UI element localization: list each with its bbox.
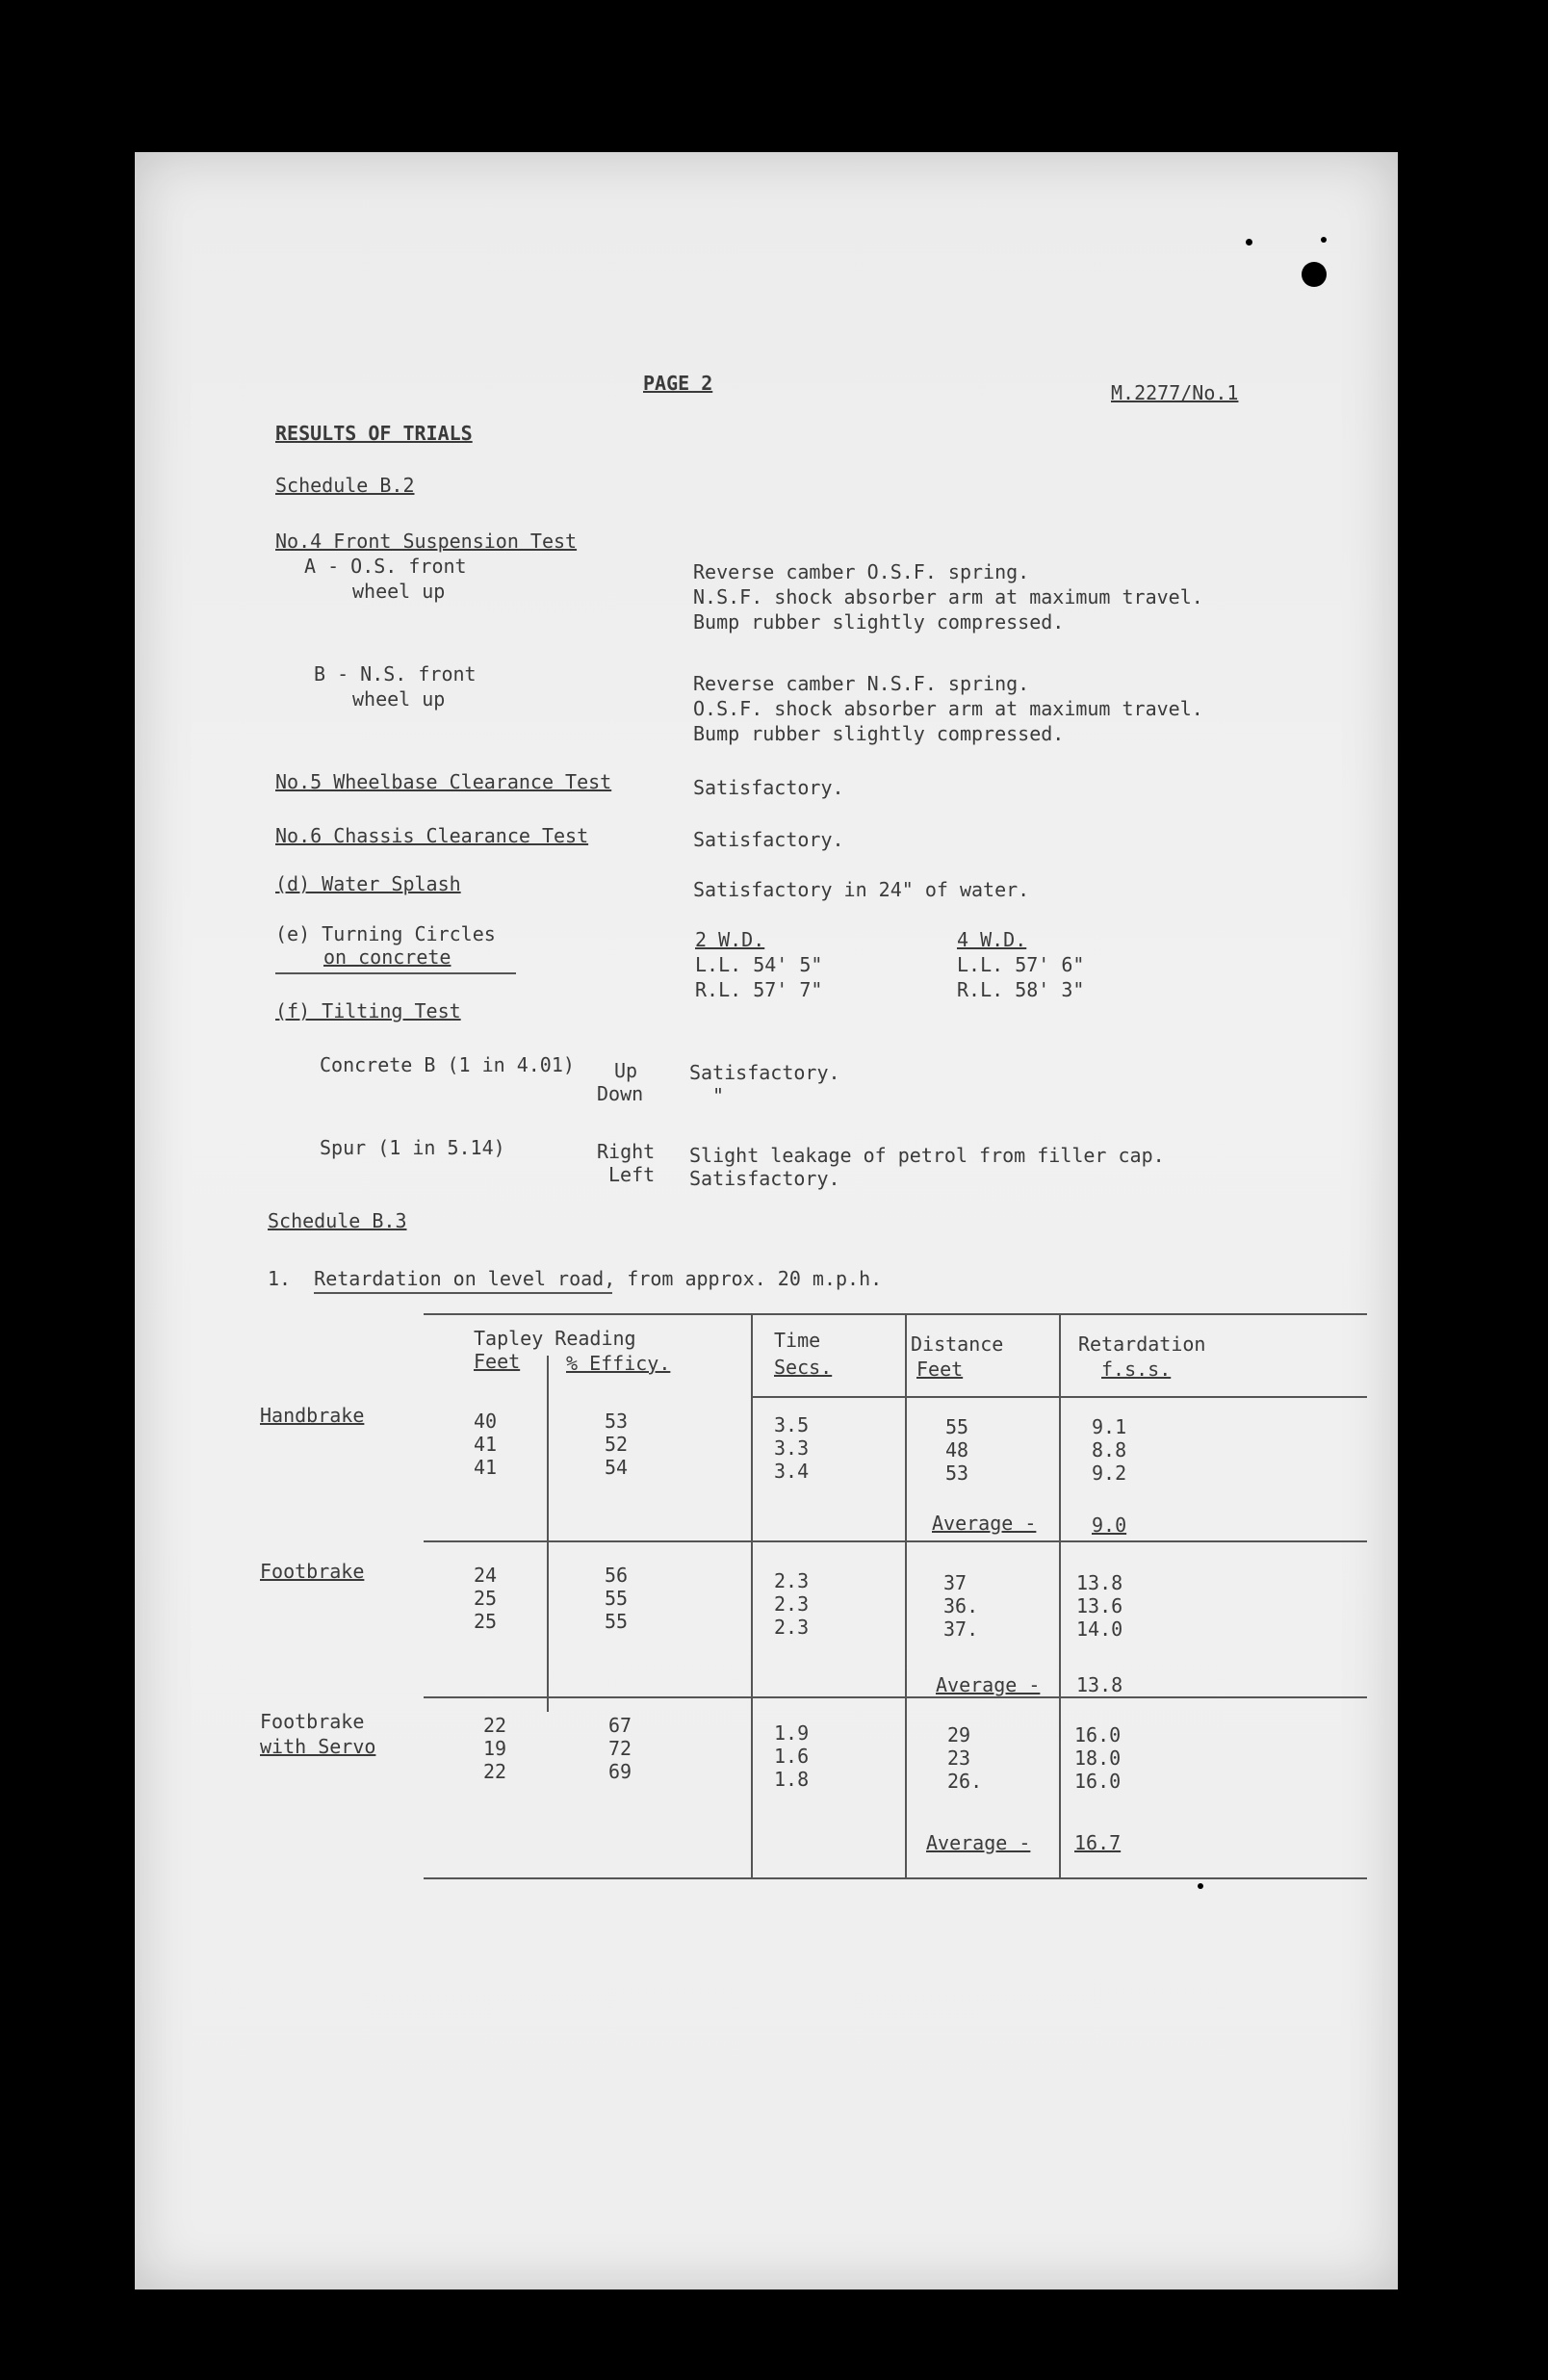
test4-a-label: A - O.S. front xyxy=(304,555,467,578)
cell-feet: 25 xyxy=(474,1587,498,1610)
schedule-b2-title: Schedule B.2 xyxy=(275,474,415,497)
cell-distance: 26. xyxy=(947,1770,983,1793)
tilting-concrete-label: Concrete B (1 in 4.01) xyxy=(320,1053,575,1076)
cell-time: 2.3 xyxy=(774,1616,810,1639)
cell-distance: 55 xyxy=(945,1415,969,1438)
tilting-concrete-down: Down xyxy=(597,1082,644,1105)
cell-distance: 37. xyxy=(943,1617,979,1641)
turning-title-2: on concrete xyxy=(323,945,452,969)
head-retardation-unit: f.s.s. xyxy=(1101,1358,1172,1381)
test4-b-label-2: wheel up xyxy=(352,687,446,711)
punch-hole-mark xyxy=(1302,262,1327,287)
turning-2wd-ll: L.L. 54' 5" xyxy=(695,953,823,976)
schedule-b3-item: 1. Retardation on level road, from approx. 20 m.p.h. xyxy=(268,1267,883,1290)
document-page xyxy=(135,152,1398,2289)
ink-speck xyxy=(1321,237,1327,243)
cell-feet: 22 xyxy=(483,1760,507,1783)
cell-time: 1.8 xyxy=(774,1768,810,1791)
table-top-rule xyxy=(424,1313,1367,1315)
document-reference: M.2277/No.1 xyxy=(1111,381,1239,404)
test6-title: No.6 Chassis Clearance Test xyxy=(275,824,589,847)
head-distance-unit: Feet xyxy=(916,1358,964,1381)
test4-b-label: B - N.S. front xyxy=(314,662,477,686)
head-retardation: Retardation xyxy=(1078,1332,1206,1356)
average-label: Average - xyxy=(926,1831,1031,1854)
tilting-spur-left-result: Satisfactory. xyxy=(689,1167,840,1190)
table-col-rule xyxy=(1059,1313,1061,1877)
turning-4wd-head: 4 W.D. xyxy=(957,928,1027,951)
test4-a-label-2: wheel up xyxy=(352,580,446,603)
table-col-rule xyxy=(905,1313,907,1877)
test4-b-result-2: O.S.F. shock absorber arm at maximum travel. xyxy=(693,697,1203,720)
water-splash-result: Satisfactory in 24" of water. xyxy=(693,878,1030,901)
cell-feet: 24 xyxy=(474,1564,498,1587)
tilting-concrete-up: Up xyxy=(614,1059,638,1082)
average-label: Average - xyxy=(936,1673,1041,1696)
turning-4wd-rl: R.L. 58' 3" xyxy=(957,978,1085,1001)
cell-efficiency: 56 xyxy=(605,1564,629,1587)
group-label: Handbrake xyxy=(260,1404,365,1427)
cell-time: 3.5 xyxy=(774,1413,810,1436)
turning-2wd-head: 2 W.D. xyxy=(695,928,765,951)
cell-time: 1.6 xyxy=(774,1745,810,1768)
turning-4wd-ll: L.L. 57' 6" xyxy=(957,953,1085,976)
head-efficiency: % Efficy. xyxy=(566,1352,671,1375)
ink-speck xyxy=(1246,239,1252,246)
cell-distance: 36. xyxy=(943,1594,979,1617)
head-time-unit: Secs. xyxy=(774,1356,833,1379)
turning-title: (e) Turning Circles xyxy=(275,922,496,945)
group-label: Footbrake xyxy=(260,1560,365,1583)
head-tapley: Tapley Reading xyxy=(474,1327,636,1350)
ink-speck xyxy=(1198,1883,1203,1889)
cell-distance: 53 xyxy=(945,1462,969,1485)
average-value: 9.0 xyxy=(1092,1513,1127,1537)
cell-efficiency: 69 xyxy=(608,1760,632,1783)
test4-title: No.4 Front Suspension Test xyxy=(275,530,578,553)
test4-a-result-2: N.S.F. shock absorber arm at maximum travel. xyxy=(693,585,1203,608)
group-label: Footbrake xyxy=(260,1710,365,1733)
cell-efficiency: 53 xyxy=(605,1410,629,1433)
cell-efficiency: 67 xyxy=(608,1714,632,1737)
handbrake-bottom-rule xyxy=(424,1540,1367,1542)
cell-time: 2.3 xyxy=(774,1569,810,1592)
cell-time: 3.3 xyxy=(774,1436,810,1460)
test6-result: Satisfactory. xyxy=(693,828,844,851)
cell-distance: 48 xyxy=(945,1438,969,1462)
cell-retardation: 18.0 xyxy=(1074,1746,1122,1770)
cell-efficiency: 52 xyxy=(605,1433,629,1456)
average-value: 16.7 xyxy=(1074,1831,1122,1854)
cell-efficiency: 72 xyxy=(608,1737,632,1760)
test5-title: No.5 Wheelbase Clearance Test xyxy=(275,770,612,793)
cell-distance: 29 xyxy=(947,1723,971,1746)
schedule-b3-title: Schedule B.3 xyxy=(268,1209,407,1232)
average-label: Average - xyxy=(932,1512,1037,1535)
test4-a-result-1: Reverse camber O.S.F. spring. xyxy=(693,560,1030,583)
table-bottom-rule xyxy=(424,1877,1367,1879)
water-splash-title: (d) Water Splash xyxy=(275,872,461,895)
cell-feet: 22 xyxy=(483,1714,507,1737)
footbrake-bottom-rule xyxy=(424,1696,1367,1698)
cell-feet: 40 xyxy=(474,1410,498,1433)
average-value: 13.8 xyxy=(1076,1673,1123,1696)
head-feet: Feet xyxy=(474,1350,521,1373)
cell-distance: 37 xyxy=(943,1571,968,1594)
cell-retardation: 9.1 xyxy=(1092,1415,1127,1438)
tilting-concrete-up-result: Satisfactory. xyxy=(689,1061,840,1084)
cell-efficiency: 55 xyxy=(605,1587,629,1610)
section-title: RESULTS OF TRIALS xyxy=(275,422,473,445)
head-distance: Distance xyxy=(911,1332,1004,1356)
tilting-spur-label: Spur (1 in 5.14) xyxy=(320,1136,505,1159)
cell-time: 1.9 xyxy=(774,1721,810,1745)
cell-efficiency: 55 xyxy=(605,1610,629,1633)
cell-retardation: 13.6 xyxy=(1076,1594,1123,1617)
turning-2wd-rl: R.L. 57' 7" xyxy=(695,978,823,1001)
test4-b-result-3: Bump rubber slightly compressed. xyxy=(693,722,1065,745)
group-label-2: with Servo xyxy=(260,1735,376,1758)
cell-time: 2.3 xyxy=(774,1592,810,1616)
head-time: Time xyxy=(774,1329,821,1352)
cell-distance: 23 xyxy=(947,1746,971,1770)
tilting-spur-left: Left xyxy=(608,1163,656,1186)
page-label: PAGE 2 xyxy=(643,372,713,395)
item-underline xyxy=(314,1292,612,1294)
cell-retardation: 16.0 xyxy=(1074,1770,1122,1793)
tilting-spur-right-result: Slight leakage of petrol from filler cap. xyxy=(689,1144,1165,1167)
tilting-concrete-down-result: " xyxy=(712,1084,725,1107)
cell-retardation: 14.0 xyxy=(1076,1617,1123,1641)
cell-efficiency: 54 xyxy=(605,1456,629,1479)
test5-result: Satisfactory. xyxy=(693,776,844,799)
cell-feet: 25 xyxy=(474,1610,498,1633)
cell-feet: 41 xyxy=(474,1433,498,1456)
table-col-rule xyxy=(547,1356,549,1712)
cell-retardation: 8.8 xyxy=(1092,1438,1127,1462)
test4-a-result-3: Bump rubber slightly compressed. xyxy=(693,610,1065,634)
tilting-title: (f) Tilting Test xyxy=(275,999,461,1022)
cell-retardation: 16.0 xyxy=(1074,1723,1122,1746)
cell-feet: 19 xyxy=(483,1737,507,1760)
table-col-rule xyxy=(751,1313,753,1877)
tilting-spur-right: Right xyxy=(597,1140,656,1163)
cell-retardation: 13.8 xyxy=(1076,1571,1123,1594)
turning-underline xyxy=(275,972,516,974)
test4-b-result-1: Reverse camber N.S.F. spring. xyxy=(693,672,1030,695)
cell-time: 3.4 xyxy=(774,1460,810,1483)
cell-retardation: 9.2 xyxy=(1092,1462,1127,1485)
cell-feet: 41 xyxy=(474,1456,498,1479)
